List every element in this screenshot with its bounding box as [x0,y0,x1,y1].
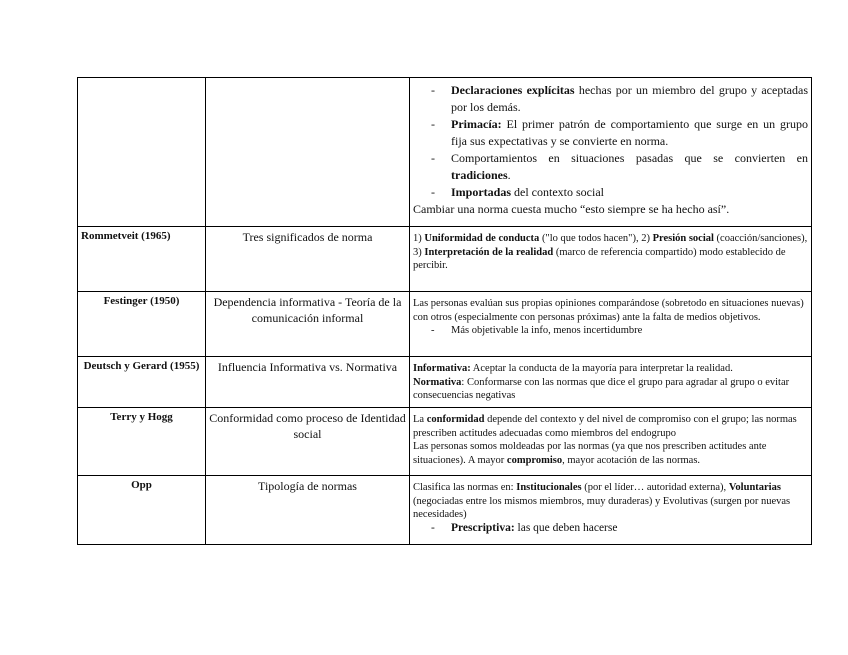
author-cell: Festinger (1950) [78,292,206,357]
description-cell [410,78,812,227]
list-item: - Prescriptiva: las que deben hacerse [431,521,618,534]
list-item: - Más objetivable la info, menos incertidumbre [431,325,643,337]
row-footer-text: Cambiar una norma cuesta mucho “esto siempre se ha hecho así”. [413,202,730,216]
table-row [78,227,812,292]
concept-cell: Tres significados de norma [206,227,410,292]
concept-cell: Dependencia informativa - Teoría de la comunicación informal [206,292,410,357]
list-item: - Importadas del contexto social [431,185,604,199]
description-cell: Las personas evalúan sus propias opiniones comparándose (sobretodo en situaciones nuevas) con otros (especialmente con personas próximas) ante la falta de medios objetivos. - Más objetivable la info, menos incertidumbre [410,292,812,357]
norms-table [77,77,812,545]
description-cell: Informativa: Aceptar la conducta de la mayoría para interpretar la realidad. Normativa: Conformarse con las normas que dice el grupo para agradar al grupo o evitar consecuencias negativas [410,357,812,408]
description-cell: 1) Uniformidad de conducta ("lo que todos hacen"), 2) Presión social (coacción/sanciones), 3) Interpretación de la realidad (marco de referencia compartido) modo establecido de percibir. [410,227,812,292]
concept-cell: Tipología de normas [206,476,410,545]
list-item: - Primacía: El primer patrón de comportamiento que surge en un grupo fija sus expectativas y se convierte en norma. [431,117,808,148]
table-row [78,476,812,545]
table-row [78,78,812,227]
list-item: - Comportamientos en situaciones pasadas que se convierten en tradiciones. [431,151,808,182]
author-cell [78,78,206,227]
table-row [78,408,812,476]
concept-cell: Influencia Informativa vs. Normativa [206,357,410,408]
table-row [78,357,812,408]
concept-cell [206,78,410,227]
table-row [78,292,812,357]
author-cell: Deutsch y Gerard (1955) [78,357,206,408]
author-cell: Opp [78,476,206,545]
description-cell: Clasifica las normas en: Institucionales (por el líder… autoridad externa), Voluntarias (negociadas entre los mismos miembros, muy duraderas) y Evolutivas (surgen por nuevas necesidades) - Prescriptiva: las que deben hacerse [410,476,812,545]
author-cell: Terry y Hogg [78,408,206,476]
description-cell: La conformidad depende del contexto y del nivel de compromiso con el grupo; las normas prescriben actitudes adecuadas como miembros del endogrupo Las personas somos moldeadas por las normas (ya que nos prescriben actitudes ante situaciones). A mayor compromiso, mayor acotación de las normas. [410,408,812,476]
author-cell: Rommetveit (1965) [78,227,206,292]
concept-cell: Conformidad como proceso de Identidad social [206,408,410,476]
list-item: - Declaraciones explícitas hechas por un miembro del grupo y aceptadas por los demás. [431,83,808,114]
